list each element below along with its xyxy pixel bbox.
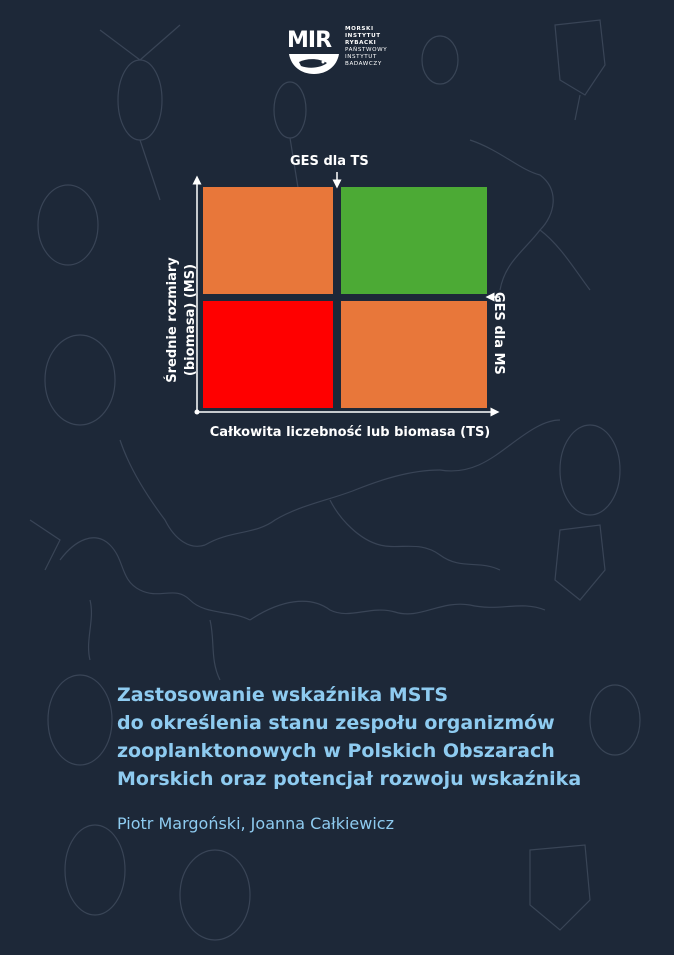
logo-word: RYBACKI: [345, 40, 377, 46]
title-line: zooplanktonowych w Polskich Obszarach: [117, 740, 555, 762]
logo-abbr: MIR: [287, 28, 332, 53]
quadrant-top-right: [341, 187, 487, 294]
logo-word: INSTYTUT: [345, 54, 377, 60]
x-axis-label: Całkowita liczebność lub biomasa (TS): [209, 425, 491, 440]
quadrant-bottom-left: [203, 301, 333, 408]
report-title: [117, 681, 637, 793]
logo-word: MORSKI: [345, 26, 374, 32]
title-line: Zastosowanie wskaźnika MSTS: [117, 684, 449, 706]
y-axis-label-line: Średnie rozmiary: [165, 257, 180, 383]
ges-ms-label: GES dla MS: [491, 292, 506, 375]
ges-ts-label: GES dla TS: [290, 154, 369, 169]
title-line: Morskich oraz potencjał rozwoju wskaźnika: [117, 768, 582, 790]
logo-emblem: [287, 28, 343, 74]
y-axis-label-line: (biomasa) (MS): [183, 263, 198, 377]
quadrant-bottom-right: [341, 301, 487, 408]
fish-icon: [287, 52, 341, 76]
quadrant-top-left: [203, 187, 333, 294]
logo-word: INSTYTUT: [345, 33, 381, 39]
authors: Piotr Margoński, Joanna Całkiewicz: [117, 814, 394, 833]
title-line: do określenia stanu zespołu organizmów: [117, 712, 555, 734]
logo-word: BADAWCZY: [345, 61, 382, 67]
msts-quadrant-diagram: [160, 150, 530, 450]
y-axis-label: [164, 200, 200, 440]
logo-wordmark: [345, 26, 397, 68]
mir-logo: [287, 24, 397, 80]
quadrant-svg: [160, 150, 530, 450]
logo-word: PAŃSTWOWY: [345, 47, 388, 53]
